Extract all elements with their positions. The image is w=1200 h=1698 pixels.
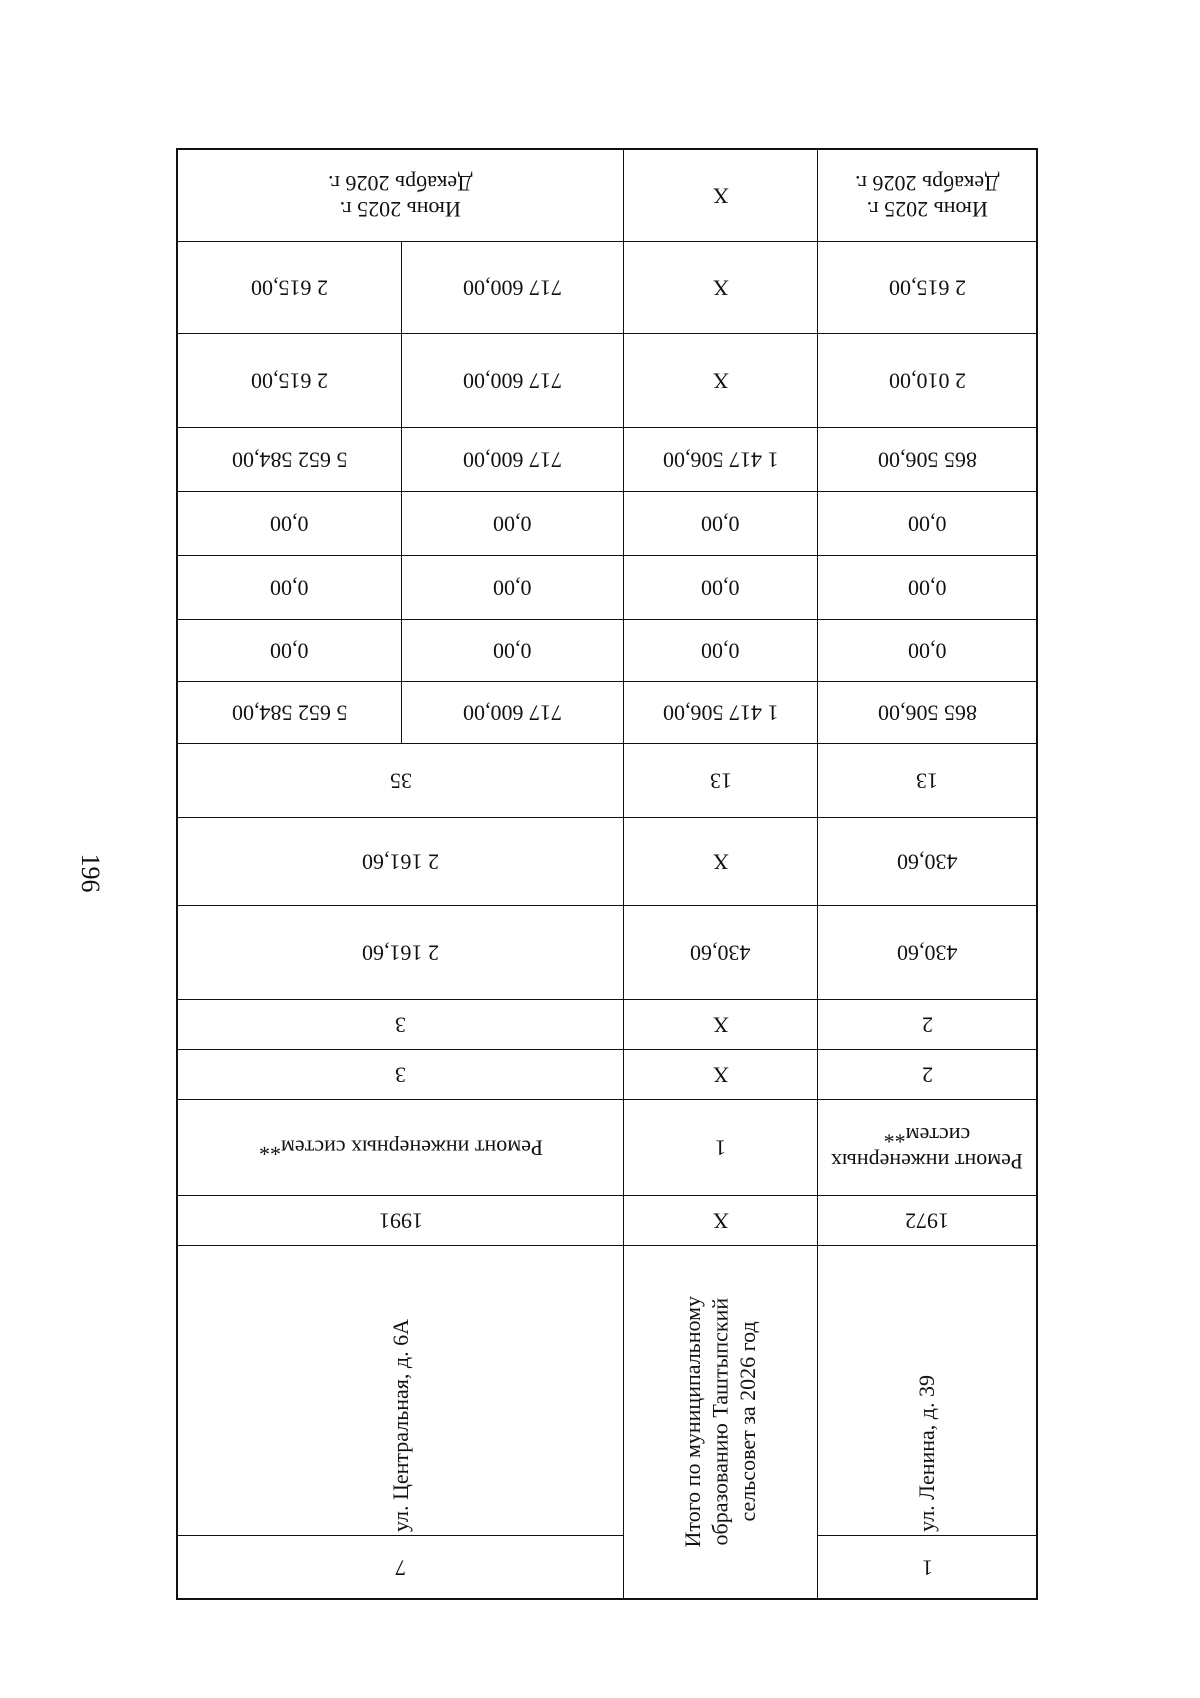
table-cell: 2 — [818, 1000, 1036, 1050]
table-cell: 0,00 — [818, 620, 1036, 682]
row-number-box: 1 — [818, 1535, 1036, 1598]
table-cell: Х — [624, 242, 818, 334]
table-cell: 2 — [818, 1050, 1036, 1100]
table-cell: 13 — [624, 744, 818, 818]
table-cell: 2 615,00 — [178, 242, 402, 334]
table-cell: 2 010,00 — [818, 334, 1036, 428]
address-cell-right — [818, 1246, 1036, 1598]
table-row — [178, 1100, 1036, 1196]
table-row — [178, 1246, 1036, 1598]
table-cell: 430,60 — [818, 906, 1036, 1000]
table-cell: 1 417 506,00 — [624, 682, 818, 744]
table-row — [178, 492, 1036, 556]
table-cell: 717 600,00 — [402, 428, 624, 492]
table-row — [178, 906, 1036, 1000]
table-cell: 0,00 — [624, 620, 818, 682]
table-row — [178, 556, 1036, 620]
table-row — [178, 242, 1036, 334]
table-cell: 0,00 — [178, 556, 402, 620]
table-row — [178, 818, 1036, 906]
table-cell: 35 — [178, 744, 624, 818]
table-row — [178, 1050, 1036, 1100]
total-label-cell: Итого по муниципальному образованию Таштыпский сельсовет за 2026 год — [624, 1246, 818, 1598]
period-cell-left: Июнь 2025 г. Декабрь 2026 г. — [178, 150, 624, 242]
table-cell: Х — [624, 1196, 818, 1246]
table-cell: 0,00 — [402, 492, 624, 556]
table-cell: 717 600,00 — [402, 682, 624, 744]
table-cell: 0,00 — [402, 620, 624, 682]
table-cell: 1 — [624, 1100, 818, 1196]
table-row — [178, 1196, 1036, 1246]
address-text: ул. Ленина, д. 39 — [914, 1375, 940, 1532]
table-cell: 2 615,00 — [178, 334, 402, 428]
table-cell: 865 506,00 — [818, 682, 1036, 744]
period-cell-right: Июнь 2025 г. Декабрь 2026 г. — [818, 150, 1036, 242]
period-cell-middle: Х — [624, 150, 818, 242]
table-row — [178, 1000, 1036, 1050]
table-row — [178, 682, 1036, 744]
table-row — [178, 620, 1036, 682]
table-cell: 717 600,00 — [402, 334, 624, 428]
repair-type-cell: Ремонт инженерных систем** — [818, 1100, 1036, 1196]
table-cell: 865 506,00 — [818, 428, 1036, 492]
table-cell: 0,00 — [818, 492, 1036, 556]
table-cell: 2 161,60 — [178, 906, 624, 1000]
table-cell: 3 — [178, 1050, 624, 1100]
table-row — [178, 150, 1036, 242]
table-cell: 2 615,00 — [818, 242, 1036, 334]
year-cell: 1991 — [178, 1196, 624, 1246]
repair-type-cell: Ремонт инженерных систем** — [178, 1100, 624, 1196]
table-cell: 430,60 — [624, 906, 818, 1000]
table-row — [178, 334, 1036, 428]
table-cell: 5 652 584,00 — [178, 682, 402, 744]
table-cell: 0,00 — [818, 556, 1036, 620]
table-cell: 13 — [818, 744, 1036, 818]
table-cell: 1 417 506,00 — [624, 428, 818, 492]
page-number: 196 — [76, 853, 105, 893]
year-cell: 1972 — [818, 1196, 1036, 1246]
row-number-box: 7 — [178, 1535, 623, 1598]
repair-schedule-table — [176, 148, 1038, 1600]
table-cell: 0,00 — [624, 556, 818, 620]
table-cell: 0,00 — [624, 492, 818, 556]
table-cell: 0,00 — [402, 556, 624, 620]
table-cell: Х — [624, 1000, 818, 1050]
address-text: ул. Центральная, д. 6А — [387, 1318, 413, 1532]
table-cell: 2 161,60 — [178, 818, 624, 906]
table-cell: Х — [624, 334, 818, 428]
table-cell: 0,00 — [178, 492, 402, 556]
table-row — [178, 744, 1036, 818]
table-cell: 717 600,00 — [402, 242, 624, 334]
table-cell: Х — [624, 818, 818, 906]
table-cell: 5 652 584,00 — [178, 428, 402, 492]
table-cell: 3 — [178, 1000, 624, 1050]
table-row — [178, 428, 1036, 492]
table-cell: Х — [624, 1050, 818, 1100]
table-cell: 0,00 — [178, 620, 402, 682]
address-cell-left — [178, 1246, 624, 1598]
table-cell: 430,60 — [818, 818, 1036, 906]
